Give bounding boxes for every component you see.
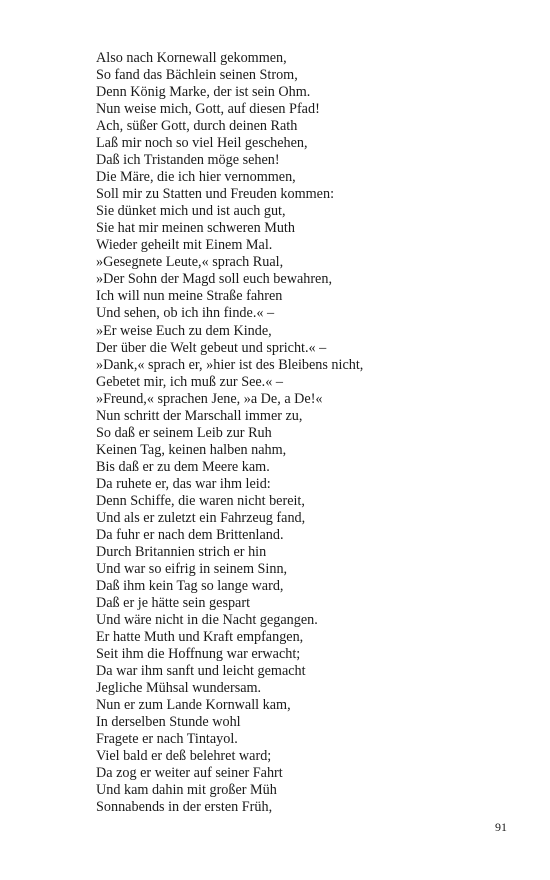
poem-line: Da war ihm sanft und leicht gemacht: [96, 663, 306, 680]
poem-line: Da zog er weiter auf seiner Fahrt: [96, 765, 283, 782]
poem-line: »Der Sohn der Magd soll euch bewahren,: [96, 271, 332, 288]
poem-line: Bis daß er zu dem Meere kam.: [96, 458, 270, 475]
poem-line: Sie dünket mich und ist auch gut,: [96, 203, 286, 220]
poem-line: Also nach Kornewall gekommen,: [96, 50, 287, 66]
poem-line: Viel bald er deß belehret ward;: [96, 748, 272, 765]
poem-line: »Gesegnete Leute,« sprach Rual,: [96, 254, 284, 271]
poem-line: Ach, süßer Gott, durch deinen Rath: [96, 118, 298, 135]
poem-line: Die Märe, die ich hier vernommen,: [96, 169, 296, 186]
poem-line: Jegliche Mühsal wundersam.: [96, 680, 262, 697]
poem-line: Da fuhr er nach dem Brittenland.: [96, 526, 284, 543]
poem-line: Denn Schiffe, die waren nicht bereit,: [96, 492, 305, 509]
poem-line: Er hatte Muth und Kraft empfangen,: [96, 629, 304, 646]
poem-line: Gebetet mir, ich muß zur See.« –: [96, 373, 283, 390]
poem-line: Der über die Welt gebeut und spricht.« –: [96, 339, 327, 356]
poem-line: »Freund,« sprachen Jene, »a De, a De!«: [96, 390, 323, 407]
poem-line: Daß er je hätte sein gespart: [96, 595, 251, 611]
poem-line: Und war so eifrig in seinem Sinn,: [96, 560, 288, 577]
poem-line: »Dank,« sprach er, »hier ist des Bleibens nicht,: [96, 356, 364, 373]
poem-text: [96, 50, 363, 816]
poem-line: Denn König Marke, der ist sein Ohm.: [96, 84, 311, 101]
poem-line: So fand das Bächlein seinen Strom,: [96, 67, 298, 84]
poem-line: Fragete er nach Tintayol.: [96, 731, 238, 748]
poem-line: In derselben Stunde wohl: [96, 714, 241, 731]
poem-line: Daß ich Tristanden möge sehen!: [96, 152, 280, 169]
poem-line: Wieder geheilt mit Einem Mal.: [96, 237, 273, 254]
poem-line: Sie hat mir meinen schweren Muth: [96, 220, 295, 237]
poem-line: Durch Britannien strich er hin: [96, 543, 267, 560]
poem-line: Nun er zum Lande Kornwall kam,: [96, 697, 291, 714]
poem-line: Daß ihm kein Tag so lange ward,: [96, 577, 284, 594]
poem-line: Nun schritt der Marschall immer zu,: [96, 407, 303, 424]
poem-line: Laß mir noch so viel Heil geschehen,: [96, 135, 308, 152]
poem-line: Und sehen, ob ich ihn finde.« –: [96, 305, 275, 322]
page-number: 91: [495, 820, 507, 834]
poem-line: »Er weise Euch zu dem Kinde,: [96, 322, 272, 339]
poem-line: Ich will nun meine Straße fahren: [96, 288, 283, 305]
poem-line: Da ruhete er, das war ihm leid:: [96, 475, 271, 492]
poem-line: Sonnabends in der ersten Früh,: [96, 799, 273, 816]
poem-line: Nun weise mich, Gott, auf diesen Pfad!: [96, 101, 320, 118]
poem-line: Und kam dahin mit großer Müh: [96, 782, 277, 799]
poem-line: Und als er zuletzt ein Fahrzeug fand,: [96, 509, 306, 526]
poem-line: Soll mir zu Statten und Freuden kommen:: [96, 186, 335, 203]
poem-line: Seit ihm die Hoffnung war erwacht;: [96, 646, 301, 663]
poem-line: So daß er seinem Leib zur Ruh: [96, 424, 272, 441]
poem-line: Keinen Tag, keinen halben nahm,: [96, 441, 287, 458]
poem-line: Und wäre nicht in die Nacht gegangen.: [96, 612, 318, 629]
